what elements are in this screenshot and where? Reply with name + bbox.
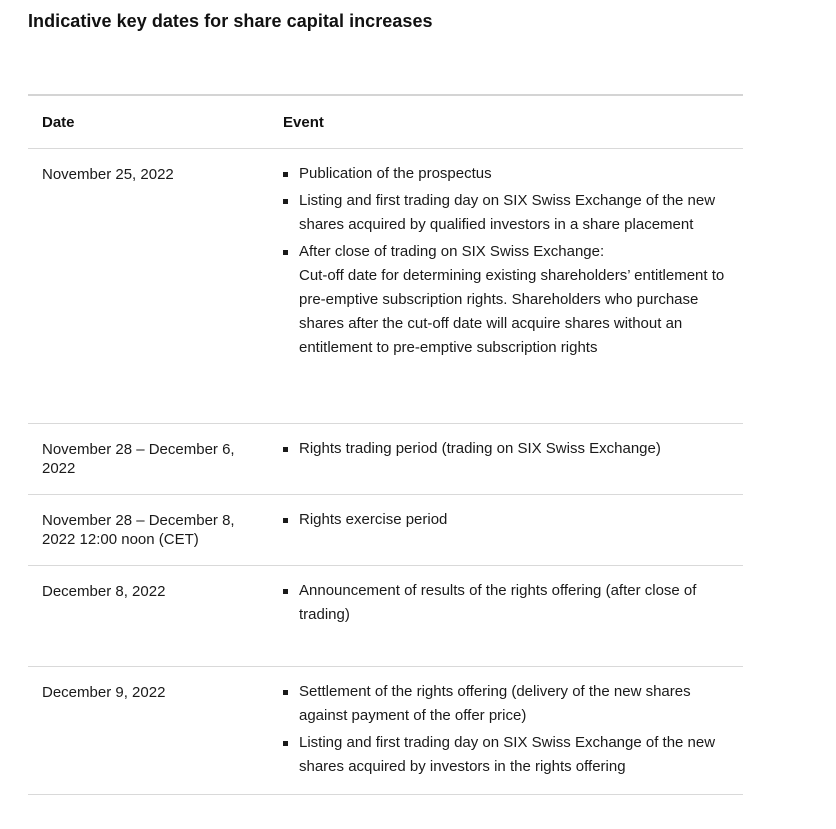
event-item xyxy=(283,240,733,360)
row-date: November 28 – December 8, 2022 12:00 noon (CET) xyxy=(42,512,235,548)
event-list xyxy=(283,162,733,360)
event-item xyxy=(283,508,733,532)
event-text: Rights exercise period xyxy=(299,511,448,528)
event-text: Listing and first trading day on SIX Swiss Exchange of the new shares acquired by qualified investors in a share placement xyxy=(299,192,716,233)
event-item xyxy=(283,162,733,186)
row-events xyxy=(283,162,733,360)
row-date: November 28 – December 6, 2022 xyxy=(42,441,235,477)
row-date: December 8, 2022 xyxy=(42,583,166,600)
square-bullet-icon xyxy=(283,199,288,204)
square-bullet-icon xyxy=(283,447,288,452)
event-text: Announcement of results of the rights offering (after close of trading) xyxy=(299,582,697,623)
event-list xyxy=(283,508,733,532)
square-bullet-icon xyxy=(283,518,288,523)
row-events xyxy=(283,579,733,627)
event-item xyxy=(283,731,733,779)
event-text: Listing and first trading day on SIX Swiss Exchange of the new shares acquired by investors in the rights offering xyxy=(299,734,716,775)
square-bullet-icon xyxy=(283,172,288,177)
row-date: December 9, 2022 xyxy=(42,684,166,701)
event-text: Rights trading period (trading on SIX Swiss Exchange) xyxy=(299,440,661,457)
event-item xyxy=(283,579,733,627)
date-column-header: Date xyxy=(42,114,75,131)
table-row xyxy=(28,424,743,495)
event-text: Settlement of the rights offering (delivery of the new shares against payment of the offer price) xyxy=(299,683,691,724)
table-row xyxy=(28,566,743,667)
event-item xyxy=(283,680,733,728)
row-events xyxy=(283,680,733,779)
square-bullet-icon xyxy=(283,250,288,255)
square-bullet-icon xyxy=(283,741,288,746)
event-column-header: Event xyxy=(283,114,324,131)
square-bullet-icon xyxy=(283,589,288,594)
key-dates-table xyxy=(28,94,743,795)
table-header-row xyxy=(28,96,743,149)
page-title: Indicative key dates for share capital increases xyxy=(28,11,433,31)
event-item xyxy=(283,437,733,461)
row-events xyxy=(283,437,733,461)
event-text: Publication of the prospectus xyxy=(299,165,492,182)
event-list xyxy=(283,437,733,461)
row-events xyxy=(283,508,733,532)
row-date: November 25, 2022 xyxy=(42,166,174,183)
table-row xyxy=(28,495,743,566)
table-row xyxy=(28,149,743,424)
event-item xyxy=(283,189,733,237)
event-list xyxy=(283,680,733,779)
event-text: After close of trading on SIX Swiss Exchange: Cut-off date for determining existing shareholders’ entitlement to pre-emptive subscription rights. Shareholders who purchase shares after the cut-off date will acquire shares without an entitlement to pre-emptive subscription rights xyxy=(299,243,725,356)
event-list xyxy=(283,579,733,627)
table-row xyxy=(28,667,743,795)
square-bullet-icon xyxy=(283,690,288,695)
